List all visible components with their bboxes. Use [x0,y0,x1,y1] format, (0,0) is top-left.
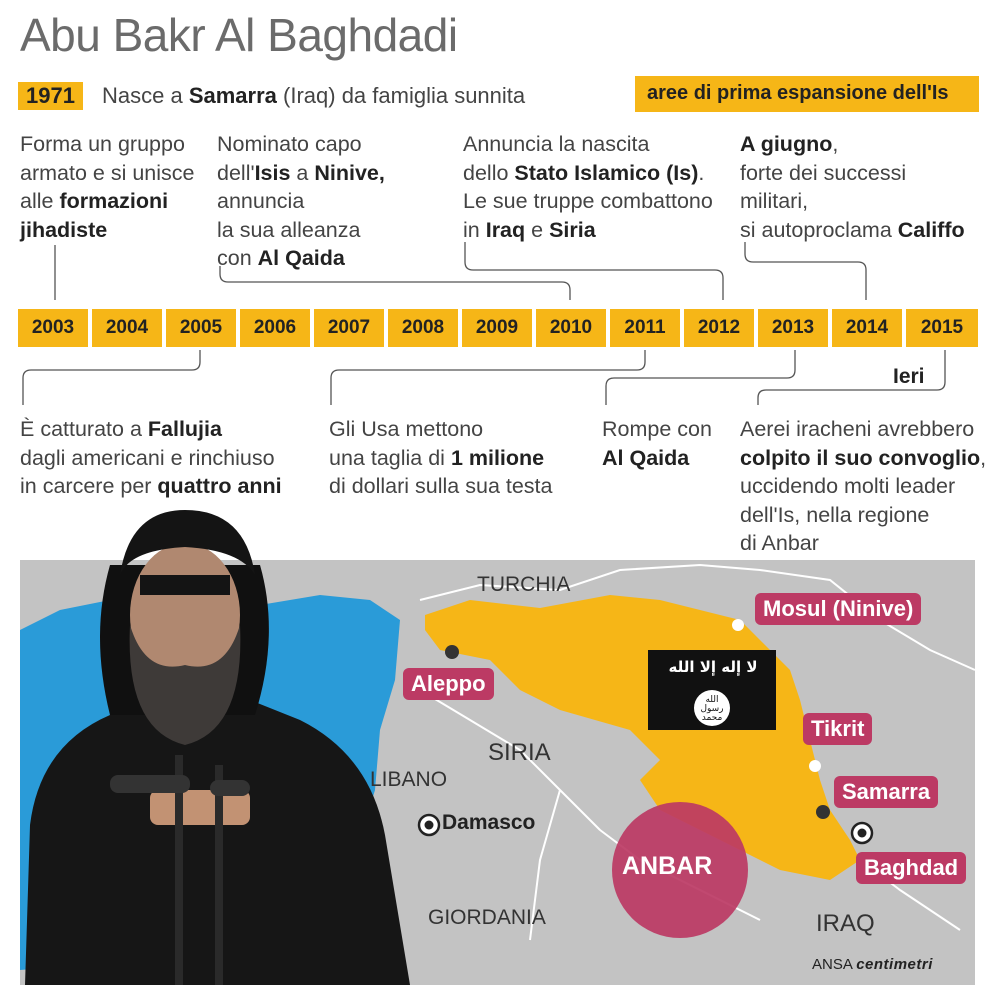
city-tikrit: Tikrit [803,713,872,745]
timeline-bar [18,309,978,347]
country-iraq: IRAQ [816,910,875,937]
year-2007: 2007 [314,309,384,347]
damasco-marker [419,815,439,835]
event-2013: Rompe con Al Qaida [602,417,712,470]
event-2005: È catturato a Fallujia dagli americani e rinchiuso in carcere per quattro anni [20,417,282,498]
birth-year-badge: 1971 [18,82,83,110]
year-2008: 2008 [388,309,458,347]
page-title: Abu Bakr Al Baghdadi [20,9,458,61]
year-2011: 2011 [610,309,680,347]
year-2009: 2009 [462,309,532,347]
city-damasco: Damasco [442,811,536,834]
baghdad-marker [852,823,872,843]
event-2015: Aerei iracheni avrebbero colpito il suo convoglio, uccidendo molti leader dell'Is, nella regione di Anbar [740,417,987,555]
country-libano: LIBANO [370,768,448,791]
samarra-dot [816,805,830,819]
flag-text-1: لا إله إلا الله [668,658,758,676]
country-giordania: GIORDANIA [428,906,546,929]
mosul-dot [732,619,744,631]
tikrit-dot [809,760,821,772]
year-2003: 2003 [18,309,88,347]
aleppo-dot [445,645,459,659]
year-2015: 2015 [906,309,978,347]
city-aleppo: Aleppo [403,668,494,700]
event-2012: Annuncia la nascita dello Stato Islamico (Is). Le sue truppe combattono in Iraq e Siria [463,132,713,242]
year-2013: 2013 [758,309,828,347]
year-2005: 2005 [166,309,236,347]
year-2006: 2006 [240,309,310,347]
legend-label: aree di prima espansione dell'Is [647,82,949,104]
year-2010: 2010 [536,309,606,347]
year-2014: 2014 [832,309,902,347]
city-samarra: Samarra [834,776,938,808]
flag-text-2: الله [705,695,719,705]
year-2012: 2012 [684,309,754,347]
event-2010: Nominato capo dell'Isis a Ninive, annuncia la sua alleanza con Al Qaida [217,132,385,270]
portrait-photo [0,505,420,985]
country-siria: SIRIA [488,739,551,766]
event-2011-reward: Gli Usa mettono una taglia di 1 milione di dollari sulla sua testa [329,417,553,498]
city-mosul: Mosul (Ninive) [755,593,921,625]
country-turchia: TURCHIA [477,573,571,596]
region-anbar: ANBAR [622,852,713,880]
event-2014: A giugno, forte dei successi militari, si autoproclama Califfo [740,132,965,242]
event-2003: Forma un gruppo armato e si unisce alle formazioni jihadiste [20,132,195,242]
flag-text-3: رسول [700,704,724,714]
flag-text-4: محمد [701,713,723,723]
year-2004: 2004 [92,309,162,347]
birth-text: Nasce a Samarra (Iraq) da famiglia sunnita [102,83,526,108]
credit: ANSA centimetri [812,956,933,973]
city-baghdad: Baghdad [856,852,966,884]
ieri-label: Ieri [893,365,925,388]
